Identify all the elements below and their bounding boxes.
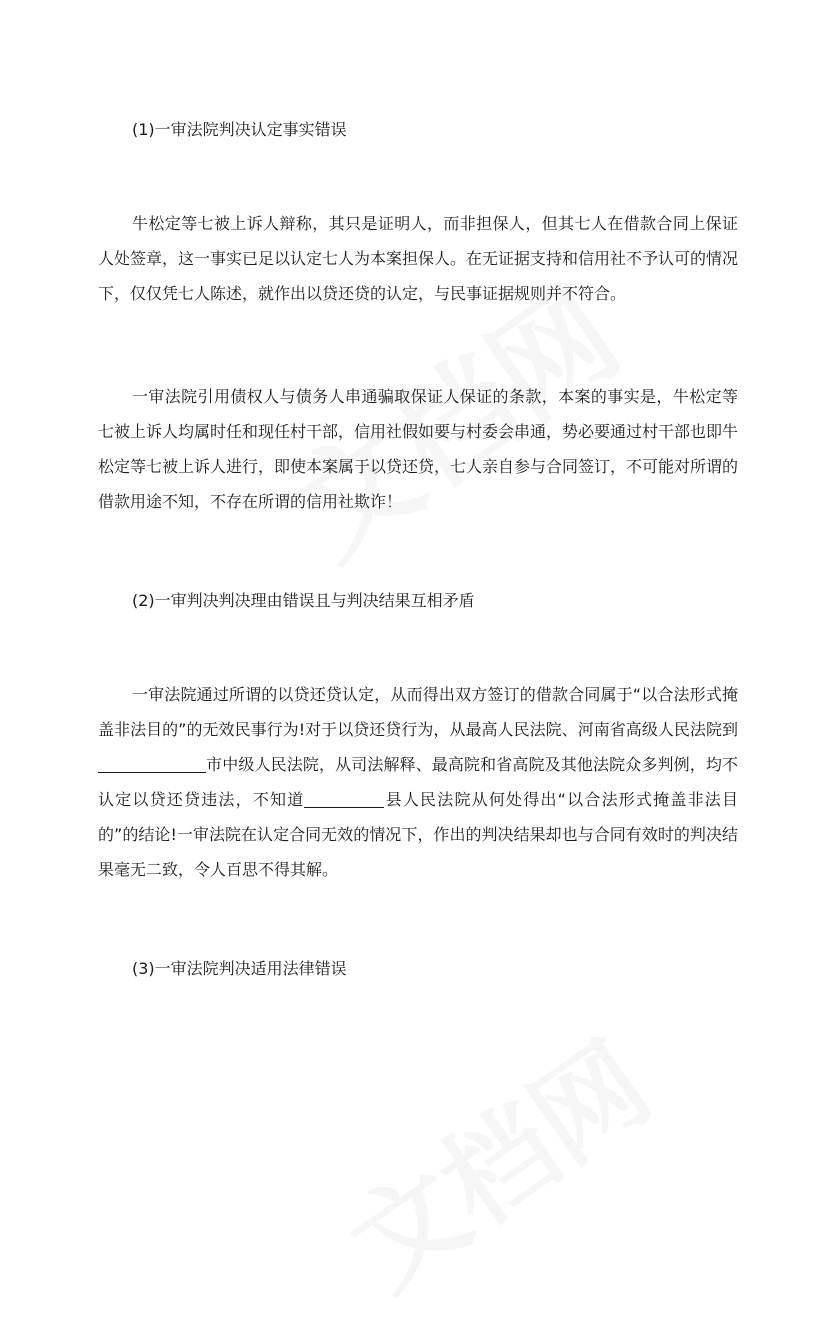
watermark	[315, 1000, 676, 1318]
paragraph-text: 一审法院通过所谓的以贷还贷认定，从而得出双方签订的借款合同属于“以合法形式掩盖非法目的”的无效民事行为!对于以贷还贷行为，从最高人民法院、河南省高级人民法院到	[98, 685, 738, 739]
paragraph-text: 市中级人民法院，从司法解释、最高院和省高院及其他法院众多判例，均不认定以贷还贷违法，不知道	[98, 755, 738, 809]
paragraph-text: 县人民法院从何处得出“以合法形式掩盖非法目的”的结论!一审法院在认定合同无效的情况下，作出的判决结果却也与合同有效时的判决结果毫无二致，令人百思不得其解。	[98, 790, 738, 879]
section-heading-2: (2)一审判决判决理由错误且与判决结果互相矛盾	[132, 591, 475, 610]
section-1-paragraph-1: 牛松定等七被上诉人辩称，其只是证明人，而非担保人，但其七人在借款合同上保证人处签章，这一事实已足以认定七人为本案担保人。在无证据支持和信用社不予认可的情况下，仅仅凭七人陈述，就作出以贷还贷的认定，与民事证据规则并不符合。	[98, 214, 739, 303]
section-heading-1: (1)一审法院判决认定事实错误	[132, 120, 347, 139]
blank-line-county	[304, 790, 384, 808]
section-2-paragraph-1	[98, 677, 738, 887]
document-body	[98, 116, 738, 983]
blank-line-city	[98, 755, 206, 773]
section-1-paragraph-2: 一审法院引用债权人与债务人串通骗取保证人保证的条款，本案的事实是，牛松定等七被上诉人均属时任和现任村干部，信用社假如要与村委会串通，势必要通过村干部也即牛松定等七被上诉人进行，即使本案属于以贷还贷，七人亲自参与合同签订，不可能对所谓的借款用途不知，不存在所谓的信用社欺诈！	[98, 387, 739, 511]
section-heading-3: (3)一审法院判决适用法律错误	[132, 959, 347, 978]
